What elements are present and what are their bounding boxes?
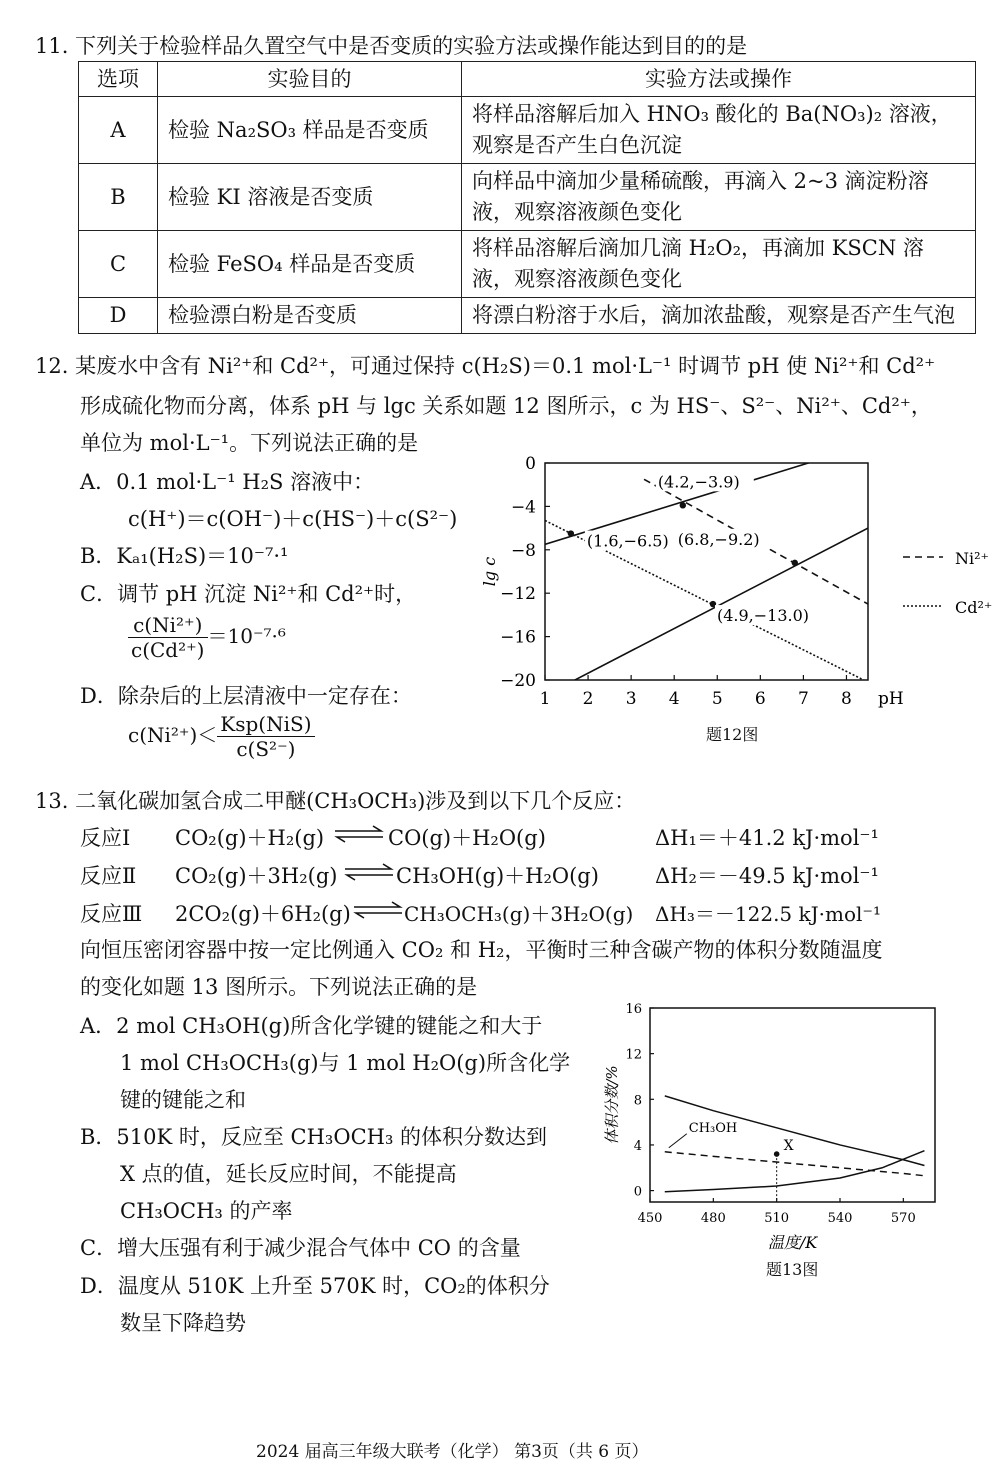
q13-option-b-line2: X 点的值，延长反应时间，不能提高: [120, 1162, 457, 1186]
q11-method: 将漂白粉溶于水后，滴加浓盐酸，观察是否产生气泡: [462, 298, 976, 334]
q11-header-method: 实验方法或操作: [462, 62, 976, 97]
q11-header-option: 选项: [79, 62, 158, 97]
intersection-point: [792, 560, 798, 566]
q11-row-d: [79, 298, 976, 334]
y-tick-label: 8: [633, 1093, 642, 1109]
q12-option-d-inequality: [128, 712, 315, 761]
y-tick-label: 4: [633, 1138, 642, 1154]
x-tick-label: 450: [637, 1211, 663, 1226]
point-label: (1.6,−6.5): [586, 531, 669, 551]
fraction-numerator: c(Ni²⁺): [128, 613, 208, 638]
x-tick-label: 7: [797, 689, 809, 709]
q12-option-d: D．除杂后的上层清液中一定存在：: [80, 684, 412, 708]
x-tick-label: 4: [668, 689, 680, 709]
q12-stem-line2: 形成硫化物而分离，体系 pH 与 lgc 关系如题 12 图所示，c 为 HS⁻、S²⁻、Ni²⁺、Cd²⁺，: [80, 394, 932, 418]
q13-option-b-line1: B．510K 时，反应至 CH₃OCH₃ 的体积分数达到: [80, 1125, 548, 1149]
y-tick-label: 16: [625, 1002, 642, 1017]
q12-chart-caption: 题12图: [706, 725, 759, 744]
y-axis-label: lg c: [480, 556, 499, 587]
inequality-lhs: c(Ni²⁺)＜: [128, 723, 218, 747]
q13-reaction-2-name: 反应Ⅱ: [80, 864, 137, 888]
x-axis-label: pH: [878, 689, 904, 709]
fraction-rhs: ＝10⁻⁷·⁶: [207, 624, 286, 648]
y-tick-label: −4: [510, 497, 536, 518]
q13-reaction-1-left: CO₂(g)＋H₂(g): [175, 826, 325, 850]
q11-row-a: [79, 97, 976, 164]
q13-reaction-2-right: CH₃OH(g)＋H₂O(g): [396, 864, 599, 888]
q13-reaction-3-name: 反应Ⅲ: [80, 902, 143, 926]
x-tick-label: 2: [582, 689, 594, 709]
q11-purpose: 检验漂白粉是否变质: [158, 298, 462, 334]
plot-frame: [545, 463, 868, 680]
x-tick-label: 8: [841, 689, 852, 709]
q11-row-b: [79, 164, 976, 231]
q11-purpose: 检验 KI 溶液是否变质: [158, 164, 462, 231]
q11-method: 将样品溶解后加入 HNO₃ 酸化的 Ba(NO₃)₂ 溶液，观察是否产生白色沉淀: [462, 97, 976, 164]
page-footer: 2024 届高三年级大联考（化学） 第3页（共 6 页）: [256, 1442, 649, 1462]
x-tick-label: 510: [764, 1211, 790, 1226]
q13-option-a-line2: 1 mol CH₃OCH₃(g)与 1 mol H₂O(g)所含化学: [120, 1051, 571, 1075]
q11-table: [78, 61, 976, 334]
y-tick-label: −20: [500, 671, 536, 691]
q13-description-line1: 向恒压密闭容器中按一定比例通入 CO₂ 和 H₂，平衡时三种含碳产物的体积分数随温度: [80, 938, 883, 962]
q13-option-c: C．增大压强有利于减少混合气体中 CO 的含量: [80, 1236, 521, 1260]
y-tick-label: −12: [500, 584, 536, 605]
legend-label: Cd²⁺: [955, 598, 993, 617]
q11-stem: 11. 下列关于检验样品久置空气中是否变质的实验方法或操作能达到目的的是: [35, 34, 748, 58]
q12-stem-line3: 单位为 mol·L⁻¹。下列说法正确的是: [80, 431, 419, 455]
q11-purpose: 检验 FeSO₄ 样品是否变质: [158, 231, 462, 298]
q12-chart: [470, 450, 995, 750]
y-tick-label: −8: [510, 540, 536, 561]
q13-chart: [600, 995, 960, 1250]
y-tick-label: 12: [625, 1047, 642, 1063]
point-label: (6.8,−9.2): [677, 529, 760, 549]
q13-option-b-line3: CH₃OCH₃ 的产率: [120, 1199, 293, 1223]
x-point-label: X: [783, 1138, 794, 1155]
x-axis-label: 温度/K: [767, 1233, 818, 1250]
x-tick-label: 3: [625, 689, 637, 709]
q12-stem-line1: 12. 某废水中含有 Ni²⁺和 Cd²⁺，可通过保持 c(H₂S)＝0.1 mol·L⁻¹ 时调节 pH 使 Ni²⁺和 Cd²⁺: [35, 354, 936, 378]
q13-reaction-2-enthalpy: ΔH₂＝－49.5 kJ·mol⁻¹: [655, 864, 879, 888]
q11-option: C: [79, 231, 158, 298]
intersection-point: [680, 502, 686, 508]
series-label-leader: [669, 1134, 687, 1148]
q13-reaction-1-enthalpy: ΔH₁＝＋41.2 kJ·mol⁻¹: [655, 826, 879, 850]
x-tick-label: 1: [539, 689, 551, 709]
q11-option: B: [79, 164, 158, 231]
q11-option: D: [79, 298, 158, 334]
x-tick-label: 540: [827, 1211, 853, 1226]
q11-option: A: [79, 97, 158, 164]
intersection-point: [568, 530, 574, 536]
q13-stem: 13. 二氧化碳加氢合成二甲醚(CH₃OCH₃)涉及到以下几个反应：: [35, 789, 636, 813]
q13-chart-caption: 题13图: [766, 1260, 819, 1279]
q13-option-d-line1: D．温度从 510K 上升至 570K 时，CO₂的体积分: [80, 1274, 550, 1298]
y-axis-label: 体积分数/%: [603, 1065, 621, 1145]
fraction-numerator: Ksp(NiS): [217, 712, 314, 737]
series-label: CH₃OH: [688, 1120, 738, 1136]
q12-option-c: C．调节 pH 沉淀 Ni²⁺和 Cd²⁺时，: [80, 582, 417, 606]
q12-option-a-equation: c(H⁺)＝c(OH⁻)＋c(HS⁻)＋c(S²⁻): [128, 507, 458, 531]
q11-method: 将样品溶解后滴加几滴 H₂O₂，再滴加 KSCN 溶液，观察溶液颜色变化: [462, 231, 976, 298]
y-tick-label: 0: [633, 1184, 642, 1200]
point-label: (4.2,−3.9): [657, 472, 740, 492]
q13-reaction-1-name: 反应Ⅰ: [80, 826, 131, 850]
legend-label: Ni²⁺: [955, 549, 989, 568]
point-label: (4.9,−13.0): [716, 606, 810, 626]
q12-option-c-fraction: [128, 613, 286, 662]
q13-description-line2: 的变化如题 13 图所示。下列说法正确的是: [80, 975, 478, 999]
q12-option-b: B．Kₐ₁(H₂S)＝10⁻⁷·¹: [80, 544, 289, 568]
equilibrium-arrow-icon: [343, 862, 395, 882]
q13-reaction-1-right: CO(g)＋H₂O(g): [388, 826, 546, 850]
x-tick-label: 5: [711, 689, 723, 709]
q13-reaction-3-enthalpy: ΔH₃＝－122.5 kJ·mol⁻¹: [655, 902, 881, 926]
q13-reaction-2-left: CO₂(g)＋3H₂(g): [175, 864, 338, 888]
q11-method: 向样品中滴加少量稀硫酸，再滴入 2~3 滴淀粉溶液，观察溶液颜色变化: [462, 164, 976, 231]
x-tick-label: 480: [700, 1211, 726, 1226]
x-tick-label: 570: [890, 1211, 916, 1226]
q13-option-a-line1: A．2 mol CH₃OH(g)所含化学键的键能之和大于: [80, 1014, 543, 1038]
q13-reaction-3-right: CH₃OCH₃(g)＋3H₂O(g): [404, 902, 634, 926]
fraction-denominator: c(S²⁻): [236, 737, 296, 761]
q12-option-a: A．0.1 mol·L⁻¹ H₂S 溶液中：: [80, 470, 375, 494]
equilibrium-arrow-icon: [333, 824, 385, 844]
equilibrium-arrow-icon: [352, 900, 404, 920]
fraction-denominator: c(Cd²⁺): [131, 638, 205, 662]
q13-reaction-3-left: 2CO₂(g)＋6H₂(g): [175, 902, 351, 926]
q13-option-d-line2: 数呈下降趋势: [120, 1311, 246, 1335]
y-tick-label: −16: [500, 627, 536, 648]
q11-purpose: 检验 Na₂SO₃ 样品是否变质: [158, 97, 462, 164]
q11-header-purpose: 实验目的: [158, 62, 462, 97]
y-tick-label: 0: [525, 454, 536, 474]
x-tick-label: 6: [754, 689, 766, 709]
q13-option-a-line3: 键的键能之和: [120, 1088, 246, 1112]
q11-row-c: [79, 231, 976, 298]
